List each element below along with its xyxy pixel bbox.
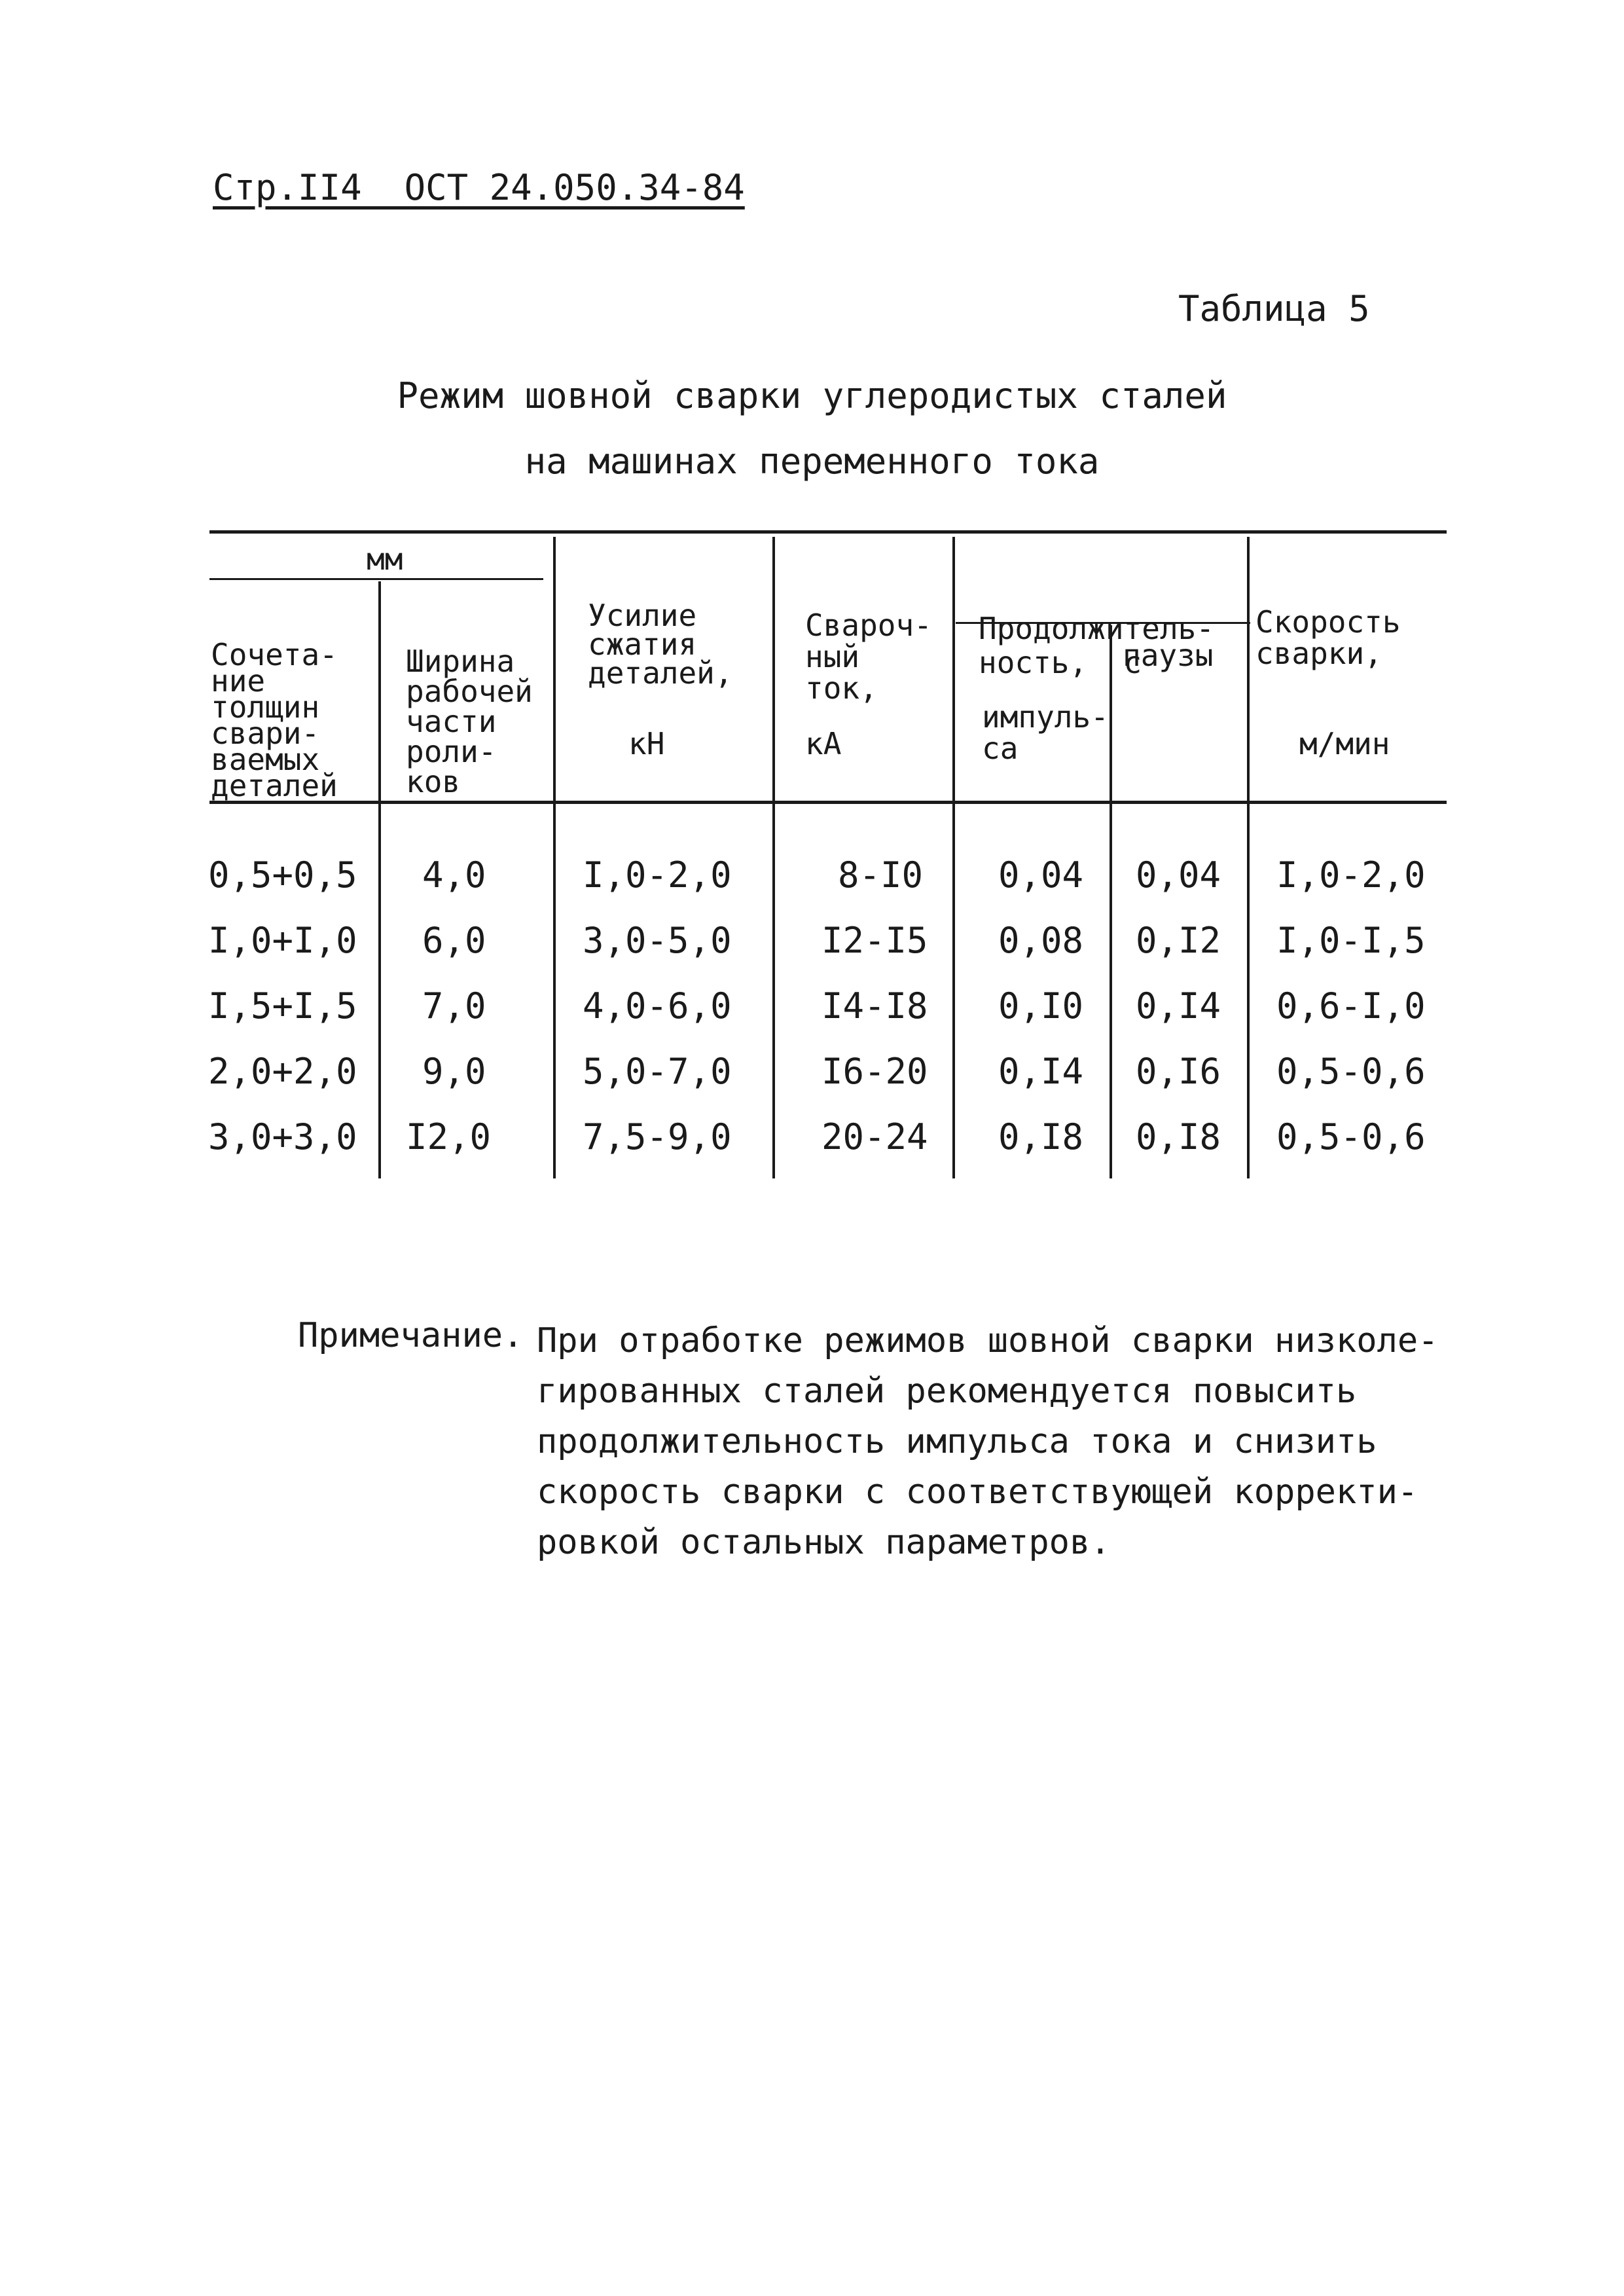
table-title-line-2: на машинах переменного тока [524,441,1100,482]
header-width: Ширина рабочей части роли- ков [406,644,533,799]
note-line-2: гированных сталей рекомендуется повысить [537,1372,1357,1411]
note-line-3: продолжительность импульса тока и снизить [537,1422,1377,1461]
cell-r3-thickness: I,5+I,5 [208,985,357,1027]
cell-r4-speed: 0,5-0,6 [1276,1051,1426,1092]
cell-r5-force: 7,5-9,0 [583,1116,732,1157]
cell-r1-pulse: 0,04 [998,854,1084,896]
note-line-4: скорость сварки с соответствующей корректи- [537,1472,1418,1512]
cell-r1-current: 8-I0 [838,854,924,896]
col-divider-3 [772,537,775,1178]
header-current: Свароч- ный ток, [805,608,932,706]
cell-r1-force: I,0-2,0 [583,854,732,896]
cell-r2-speed: I,0-I,5 [1276,920,1426,961]
cell-r4-current: I6-20 [821,1051,928,1092]
cell-r3-speed: 0,6-I,0 [1276,985,1426,1027]
cell-r2-pause: 0,I2 [1136,920,1221,961]
header-current-unit: кА [805,726,842,761]
cell-r1-width: 4,0 [422,854,486,896]
cell-r2-force: 3,0-5,0 [583,920,732,961]
cell-r4-force: 5,0-7,0 [583,1051,732,1092]
header-bottom-rule [209,801,1447,804]
note-body [537,1316,1453,1568]
header-thickness: Сочета- ние толщин свари- ваемых деталей [211,637,338,803]
header-speed-unit: м/мин [1299,726,1390,761]
cell-r3-current: I4-I8 [821,985,928,1027]
cell-r3-pause: 0,I4 [1136,985,1221,1027]
cell-r5-speed: 0,5-0,6 [1276,1116,1426,1157]
cell-r4-width: 9,0 [422,1051,486,1092]
cell-r3-force: 4,0-6,0 [583,985,732,1027]
cell-r3-width: 7,0 [422,985,486,1027]
col-divider-6 [1247,537,1250,1178]
cell-r2-pulse: 0,08 [998,920,1084,961]
header-force-unit: кН [628,726,665,761]
header-force: Усилие сжатия деталей, [588,598,733,691]
cell-r5-pause: 0,I8 [1136,1116,1221,1157]
col-divider-4 [952,537,955,1178]
cell-r2-thickness: I,0+I,0 [208,920,357,961]
table-label: Таблица 5 [1178,288,1370,329]
cell-r4-pulse: 0,I4 [998,1051,1084,1092]
cell-r4-thickness: 2,0+2,0 [208,1051,357,1092]
cell-r5-pulse: 0,I8 [998,1116,1084,1157]
header-duration: Продолжитель- ность, с [979,611,1215,680]
cell-r1-pause: 0,04 [1136,854,1221,896]
cell-r2-current: I2-I5 [821,920,928,961]
cell-r1-thickness: 0,5+0,5 [208,854,357,896]
table-top-rule [209,530,1447,534]
header-pulse: импуль- са [982,699,1109,766]
mm-group-rule [209,578,543,580]
cell-r5-width: I2,0 [406,1116,492,1157]
page-header: Стр.II4 ОСТ 24.050.34-84 [213,167,745,208]
note-line-1: При отработке режимов шовной сварки низколе- [537,1321,1439,1360]
col-divider-2 [553,537,556,1178]
cell-r1-speed: I,0-2,0 [1276,854,1426,896]
header-speed: Скорость сварки, [1255,604,1401,671]
cell-r2-width: 6,0 [422,920,486,961]
header-pause: паузы [1123,638,1214,673]
header-mm-group: мм [367,541,403,577]
col-divider-1 [378,581,381,1178]
cell-r4-pause: 0,I6 [1136,1051,1221,1092]
note-label: Примечание. [298,1316,524,1355]
cell-r5-current: 20-24 [821,1116,928,1157]
table-title [0,363,1624,494]
table-title-line-1: Режим шовной сварки углеродистых сталей [397,375,1227,416]
note-line-5: ровкой остальных параметров. [537,1523,1111,1562]
cell-r3-pulse: 0,I0 [998,985,1084,1027]
cell-r5-thickness: 3,0+3,0 [208,1116,357,1157]
